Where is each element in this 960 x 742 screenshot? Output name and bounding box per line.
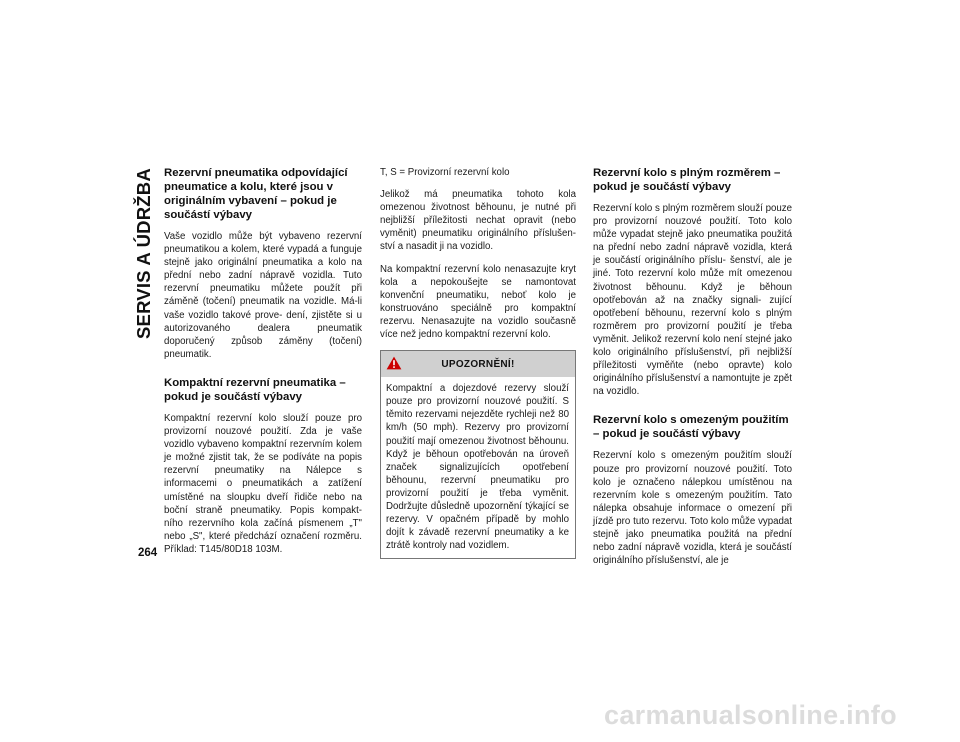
warning-text: Kompaktní a dojezdové rezervy slouží pouze pro provizorní nouzové použití. S těmito rezervami nejezděte rychleji než 80 km/h (50 mph). Rezervy pro provizorní použití mají omezenou životnost běhounu. Když je běhoun opotřebován na úroveň značek signalizujících opotřebení běhounu, rezervní pneumatiku pro provizorní použití je třeba vyměnit. Dodržujte důsledně upozornění týkající se rezervy. V opačném případě by mohlo dojít k závadě rezervní pneumatiky a ke ztrátě kontroly nad vozidlem. — [386, 383, 569, 552]
section-side-title: SERVIS A ÚDRŽBA — [133, 168, 154, 339]
warning-triangle-icon — [386, 356, 402, 370]
paragraph-limited-use-spare: Rezervní kolo s omezeným použitím slouží pouze pro provizorní nouzové použití. Toto kolo je označeno nálepkou umístěnou na rezervním kole s omezeným použitím. Tato nálepka obsahuje informace o omezení při jízdě pro tuto rezervu. Toto kolo může vypadat stejně jako pneumatika použitá na přední nebo zadní nápravě vozidla, která je součástí originálního příslušenství, ale je — [593, 450, 792, 567]
warning-box — [380, 350, 576, 559]
heading-limited-use-spare: Rezervní kolo s omezeným použitím – pokud je součástí výbavy — [593, 414, 789, 441]
column-2 — [380, 166, 576, 559]
watermark-logo: carmanualsonline.info — [604, 700, 897, 730]
paragraph-ts-definition: T, S = Provizorní rezervní kolo — [380, 167, 510, 178]
column-1 — [164, 166, 362, 565]
warning-title: UPOZORNĚNÍ! — [441, 358, 515, 370]
heading-full-size-spare: Rezervní kolo s plným rozměrem – pokud je součástí výbavy — [593, 167, 781, 193]
paragraph-compact-spare: Kompaktní rezervní kolo slouží pouze pro provizorní nouzové použití. Zda je vaše vozidlo vybaveno kompaktní rezervním kolem je možné zjistit tak, že se podíváte na popis rezervní pneumatiky na Nálepce s informacemi o pneumatikách a zatížení umístěné na sloupku dveří řidiče nebo na boční straně pneumatiky. Popis kompakt- ního rezervního kola začíná písmenem „T" nebo „S", které předchází označení rozměru. Příklad: T145/80D18 103M. — [164, 412, 362, 555]
page-number: 264 — [138, 547, 158, 559]
paragraph-tread-life: Jelikož má pneumatika tohoto kola omezenou životnost běhounu, je nutné při nejbližší příležitosti nechat opravit (nebo vyměnit) pneumatiku originálního příslušen- ství a nasadit ji na vozidlo. — [380, 189, 576, 253]
warning-header — [381, 351, 575, 377]
heading-matching-spare: Rezervní pneumatika odpovídající pneumatice a kolu, které jsou v originálním vybavení – pokud je součástí výbavy — [164, 167, 348, 221]
paragraph-matching-spare: Vaše vozidlo může být vybaveno rezervní pneumatikou a kolem, které vypadá a funguje stejně jako originální pneumatika a kolo na přední nebo zadní nápravě vozidla. Tuto rezervní pneumatiku můžete použít při záměně (točení) pneumatik na vozidle. Má-li vaše vozidlo takové prove- dení, zjistěte si u autorizovaného dealera pneumatik doporučený způsob záměny (točení) pneumatik. — [164, 231, 362, 360]
paragraph-no-hubcap: Na kompaktní rezervní kolo nenasazujte kryt kola a nepokoušejte se namontovat konvenční pneumatiku, neboť kolo je konstruováno speciálně pro kompaktní rezervu. Nenasazujte na vozidlo současně více než jedno kompaktní rezervní kolo. — [380, 263, 576, 341]
column-3 — [593, 166, 792, 576]
paragraph-full-size-spare: Rezervní kolo s plným rozměrem slouží pouze pro provizorní nouzové použití. Toto kolo může vypadat stejně jako pneumatika použitá na přední nebo zadní nápravě vozidla, která je součástí originálního příslu- šenství, ale je jiné. Toto rezervní kolo může mít omezenou životnost běhounu. Když je běhoun opotřebován až na značky signali- zující opotřebení běhounu, rezervní kolo s plným rozměrem pro provizorní použití je třeba vyměnit. Jelikož rezervní kolo není stejné jako kolo originálního příslušenství, při nejbližší příležitosti vyměňte (nebo opravte) kolo originálního příslušenství a namontujte je zpět na vozidlo. — [593, 203, 792, 398]
heading-compact-spare: Kompaktní rezervní pneumatika – pokud je součástí výbavy — [164, 376, 346, 403]
